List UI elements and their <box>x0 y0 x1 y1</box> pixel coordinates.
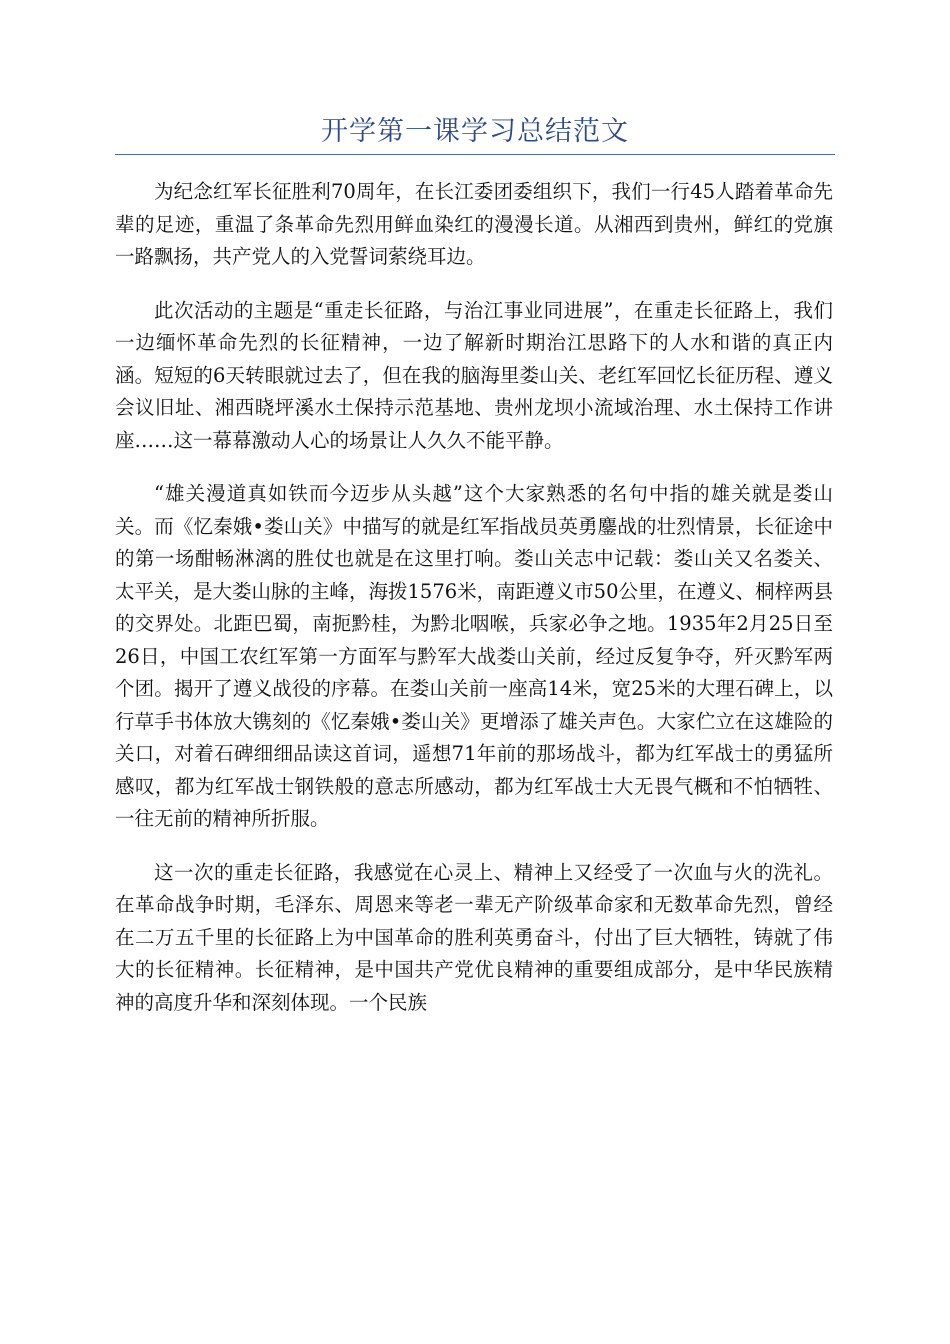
paragraph-1: 为纪念红军长征胜利70周年，在长江委团委组织下，我们一行45人踏着革命先辈的足迹，重温了条革命先烈用鲜血染红的漫漫长道。从湘西到贵州，鲜红的党旗一路飘扬，共产党人的入党誓词萦绕耳边。 <box>115 180 833 268</box>
paragraph-2: 此次活动的主题是“重走长征路，与治江事业同进展”，在重走长征路上，我们一边缅怀革命先烈的长征精神，一边了解新时期治江思路下的人水和谐的真正内涵。短短的6天转眼就过去了，但在我的脑海里娄山关、老红军回忆长征历程、遵义会议旧址、湘西晓坪溪水土保持示范基地、贵州龙坝小流域治理、水土保持工作讲座……这一幕幕激动人心的场景让人久久不能平静。 <box>115 298 833 452</box>
document-body <box>115 176 833 1040</box>
title-underline-rule <box>115 154 835 155</box>
paragraph-4: 这一次的重走长征路，我感觉在心灵上、精神上又经受了一次血与火的洗礼。在革命战争时期，毛泽东、周恩来等老一辈无产阶级革命家和无数革命先烈，曾经在二万五千里的长征路上为中国革命的胜利英勇奋斗，付出了巨大牺牲，铸就了伟大的长征精神。长征精神，是中国共产党优良精神的重要组成部分，是中华民族精神的高度升华和深刻体现。一个民族 <box>115 860 833 1014</box>
paragraph-3: “雄关漫道真如铁而今迈步从头越”这个大家熟悉的名句中指的雄关就是娄山关。而《忆秦娥•娄山关》中描写的就是红军指战员英勇鏖战的壮烈情景，长征途中的第一场酣畅淋漓的胜仗也就是在这里打响。娄山关志中记载：娄山关又名娄关、太平关，是大娄山脉的主峰，海拨1576米，南距遵义市50公里，在遵义、桐梓两县的交界处。北距巴蜀，南扼黔桂，为黔北咽喉，兵家必争之地。1935年2月25日至26日，中国工农红军第一方面军与黔军大战娄山关前，经过反复争夺，歼灭黔军两个团。揭开了遵义战役的序幕。在娄山关前一座高14米，宽25米的大理石碑上，以行草手书体放大镌刻的《忆秦娥•娄山关》更增添了雄关声色。大家伫立在这雄险的关口，对着石碑细细品读这首词，遥想71年前的那场战斗，都为红军战士的勇猛所感叹，都为红军战士钢铁般的意志所感动，都为红军战士大无畏气概和不怕牺牲、一往无前的精神所折服。 <box>115 482 833 830</box>
document-title: 开学第一课学习总结范文 <box>321 116 629 147</box>
